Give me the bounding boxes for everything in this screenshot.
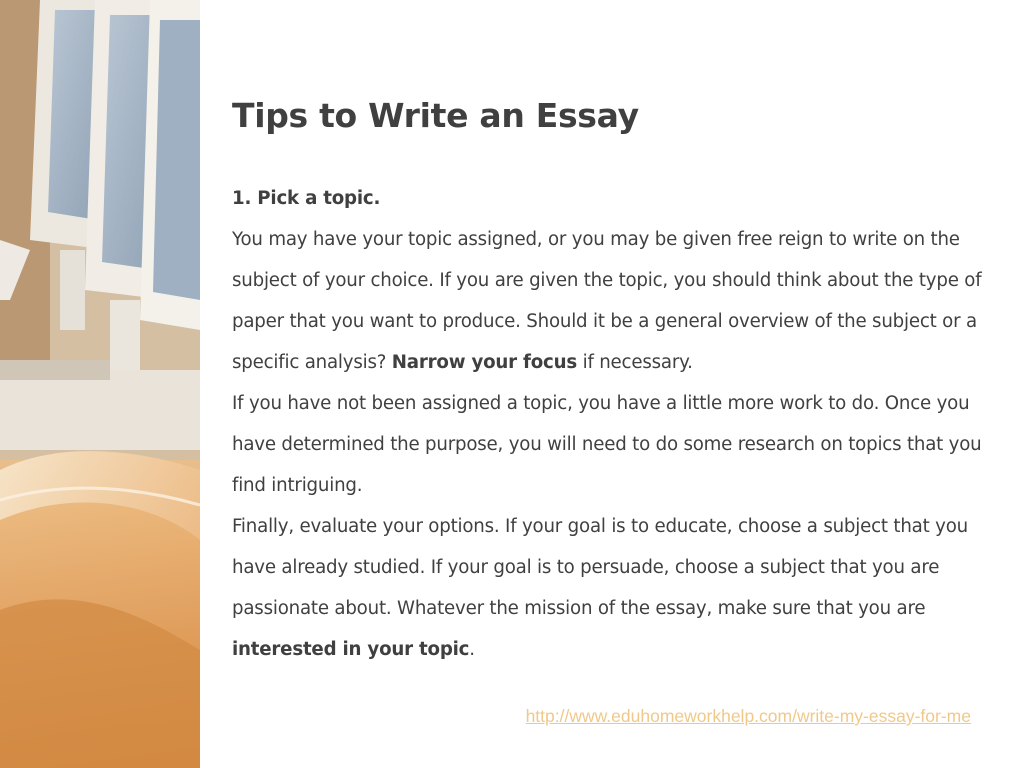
paragraph-text: Finally, evaluate your options. If your goal is to educate, choose a subject that you have already studied. If your goal is to persuade, choose a subject that you are passionate about. Whatever the mission of the essay, make sure that you are: [232, 516, 968, 619]
paragraph-no-topic: If you have not been assigned a topic, you have a little more work to do. Once you have determined the purpose, you will need to do some research on topics that you find intriguing.: [232, 393, 982, 496]
slide-title: Tips to Write an Essay: [232, 96, 639, 135]
paragraph-text: if necessary.: [577, 352, 693, 373]
paragraph-assigned-topic: [232, 219, 992, 383]
section-heading: 1. Pick a topic.: [232, 188, 381, 209]
paragraph-text: You may have your topic assigned, or you may be given free reign to write on the subject of your choice. If you are given the topic, you should think about the type of paper that you want to produce. Should it be a general overview of the subject or a specific analysis?: [232, 229, 982, 373]
computer-monitors-photo: [0, 0, 200, 768]
paragraph-evaluate-options: [232, 506, 992, 670]
emphasis-text: interested in your topic: [232, 639, 470, 660]
source-link[interactable]: http://www.eduhomeworkhelp.com/write-my-essay-for-me: [525, 706, 971, 726]
decorative-photo-panel: [0, 0, 200, 768]
emphasis-text: Narrow your focus: [391, 352, 578, 373]
paragraph-text: .: [469, 639, 475, 660]
slide-body: [232, 178, 992, 670]
